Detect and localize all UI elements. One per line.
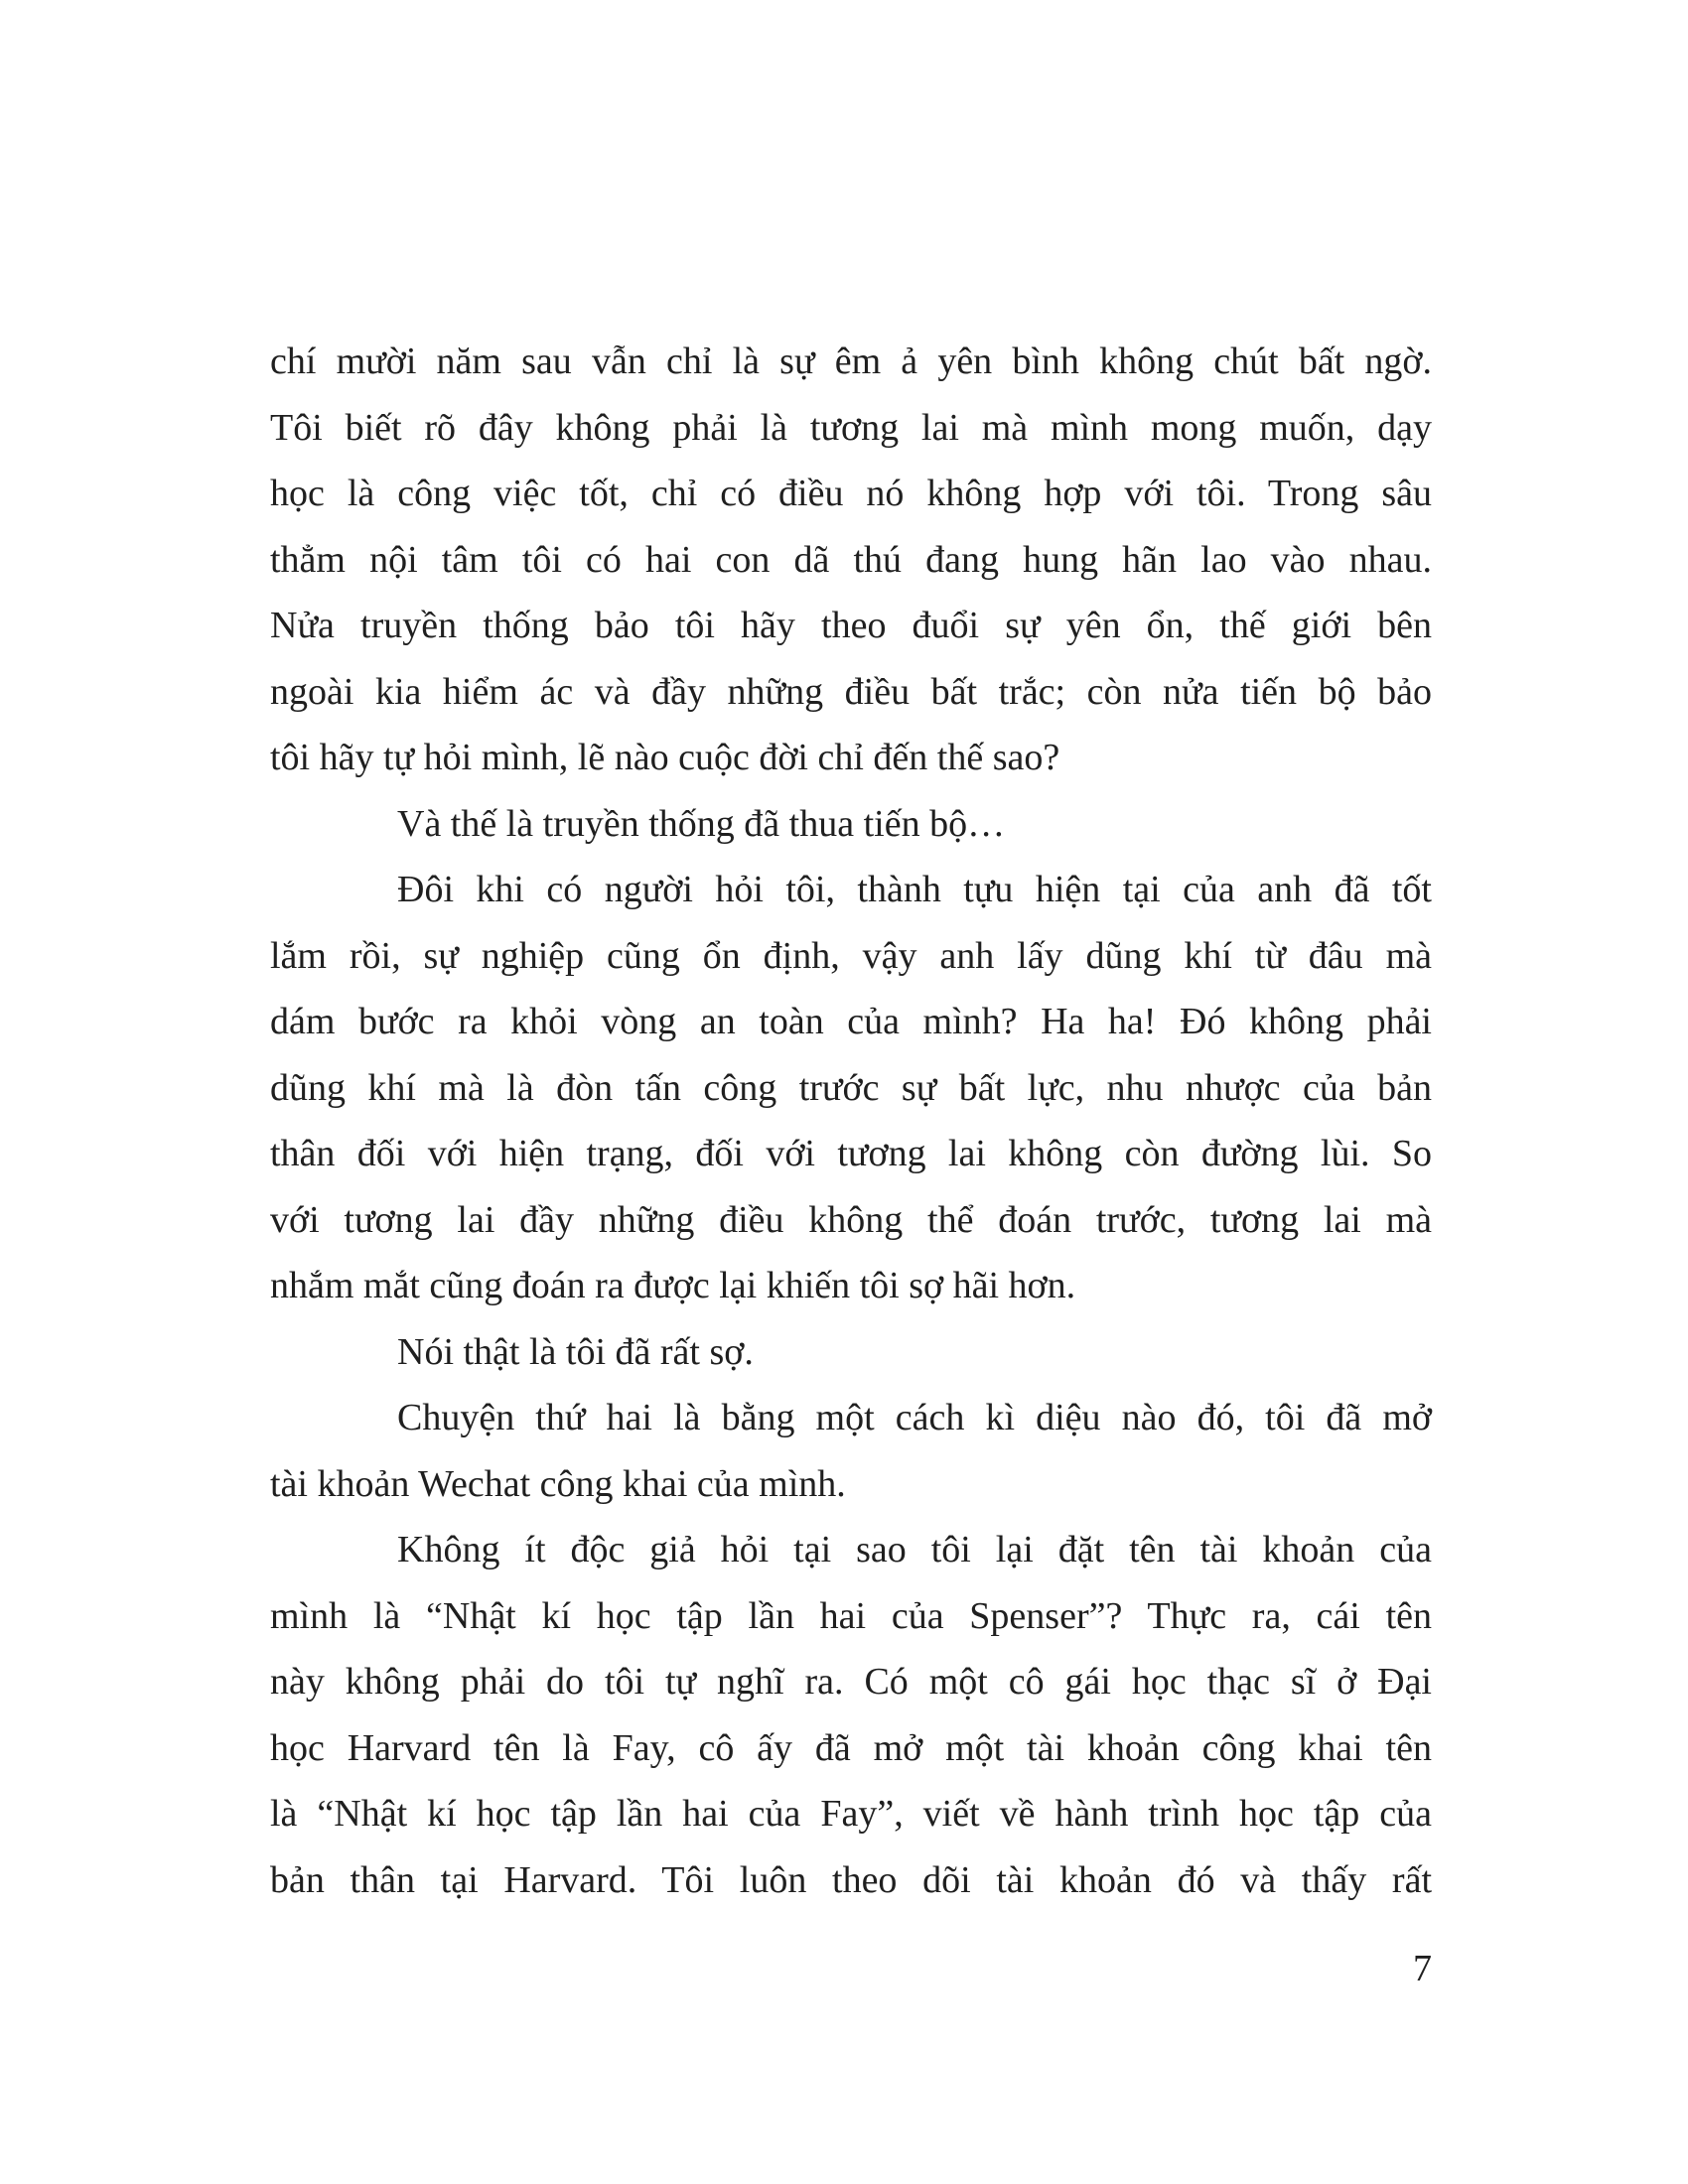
- text-line paragraph-end: tôi hãy tự hỏi mình, lẽ nào cuộc đời chỉ đến thế sao?: [270, 737, 1060, 778]
- text-line: thẳm nội tâm tôi có hai con dã thú đang hung hãn lao vào nhau.: [270, 538, 1432, 581]
- text-line paragraph-end: nhắm mắt cũng đoán ra được lại khiến tôi sợ hãi hơn.: [270, 1265, 1076, 1306]
- text-line: học là công việc tốt, chỉ có điều nó không hợp với tôi. Trong sâu: [270, 473, 1432, 514]
- text-line: bản thân tại Harvard. Tôi luôn theo dõi tài khoản đó và thấy rất: [270, 1858, 1432, 1901]
- text-line: Nửa truyền thống bảo tôi hãy theo đuổi sự yên ổn, thế giới bên: [270, 605, 1432, 646]
- text-line: dũng khí mà là đòn tấn công trước sự bất lực, nhu nhược của bản: [270, 1066, 1432, 1109]
- text-line: là “Nhật kí học tập lần hai của Fay”, viết về hành trình học tập của: [270, 1793, 1432, 1835]
- text-line paragraph-start: Không ít độc giả hỏi tại sao tôi lại đặt tên tài khoản của: [397, 1529, 1432, 1570]
- text-line paragraph-start: Đôi khi có người hỏi tôi, thành tựu hiện tại của anh đã tốt: [397, 869, 1432, 910]
- text-line: mình là “Nhật kí học tập lần hai của Spenser”? Thực ra, cái tên: [270, 1594, 1432, 1637]
- text-line: này không phải do tôi tự nghĩ ra. Có một cô gái học thạc sĩ ở Đại: [270, 1661, 1432, 1703]
- text-line: chí mười năm sau vẫn chỉ là sự êm ả yên bình không chút bất ngờ.: [270, 341, 1432, 382]
- text-line: Tôi biết rõ đây không phải là tương lai mà mình mong muốn, dạy: [270, 406, 1432, 449]
- text-block: [270, 329, 1432, 1913]
- text-line: dám bước ra khỏi vòng an toàn của mình? Ha ha! Đó không phải: [270, 1001, 1432, 1042]
- page-number: 7: [1413, 1948, 1432, 1989]
- text-line: ngoài kia hiểm ác và đầy những điều bất trắc; còn nửa tiến bộ bảo: [270, 670, 1432, 713]
- text-line paragraph-start: Và thế là truyền thống đã thua tiến bộ…: [397, 802, 1006, 845]
- text-line: lắm rồi, sự nghiệp cũng ổn định, vậy anh lấy dũng khí từ đâu mà: [270, 934, 1432, 977]
- text-line paragraph-start: Nói thật là tôi đã rất sợ.: [397, 1330, 754, 1373]
- text-line paragraph-end: tài khoản Wechat công khai của mình.: [270, 1462, 846, 1505]
- text-line: thân đối với hiện trạng, đối với tương lai không còn đường lùi. So: [270, 1133, 1432, 1174]
- text-line: học Harvard tên là Fay, cô ấy đã mở một tài khoản công khai tên: [270, 1726, 1432, 1769]
- text-line paragraph-start: Chuyện thứ hai là bằng một cách kì diệu nào đó, tôi đã mở: [397, 1397, 1432, 1438]
- text-line: với tương lai đầy những điều không thể đoán trước, tương lai mà: [270, 1198, 1432, 1241]
